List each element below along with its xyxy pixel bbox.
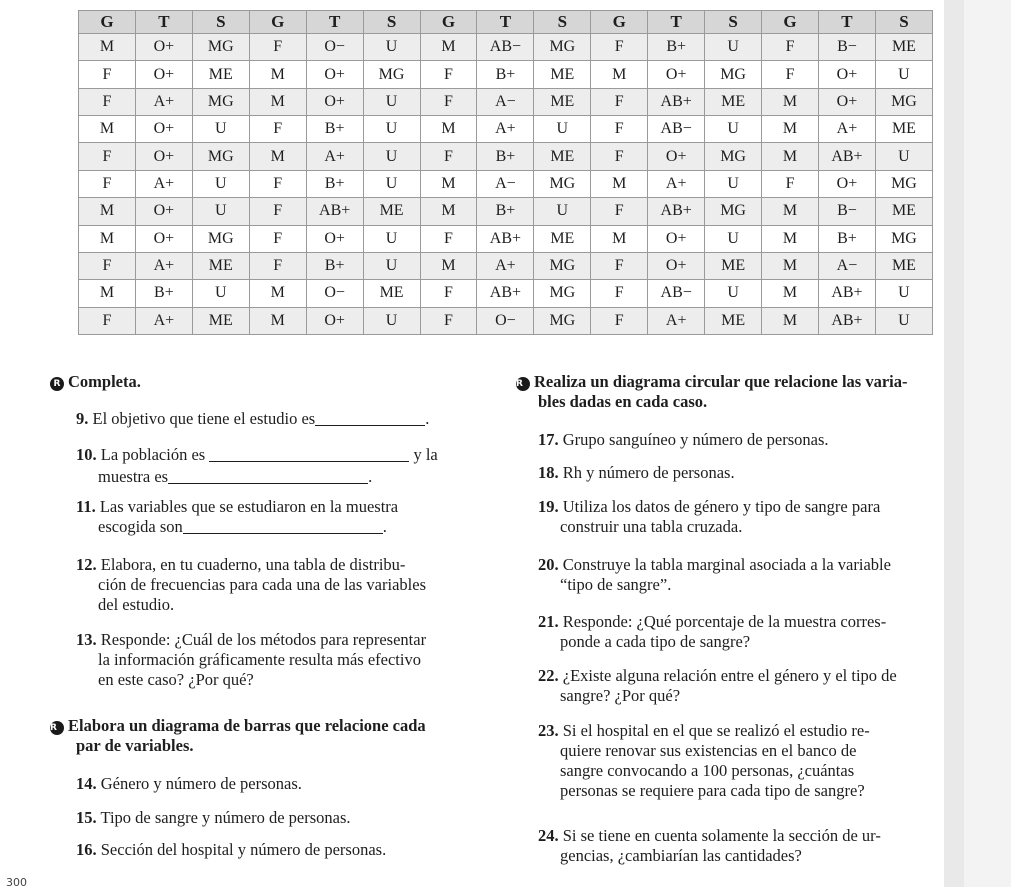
table-cell: AB+ — [306, 198, 363, 225]
table-header-row — [79, 11, 933, 34]
table-cell: M — [79, 198, 136, 225]
table-cell: ME — [875, 252, 932, 279]
table-cell: M — [762, 143, 819, 170]
table-cell: F — [249, 34, 306, 61]
table-cell: U — [875, 143, 932, 170]
section-title: par de variables. — [76, 736, 194, 755]
table-cell: O+ — [648, 252, 705, 279]
question-number: 11. — [76, 497, 96, 516]
table-cell: A+ — [477, 116, 534, 143]
table-cell: B+ — [477, 198, 534, 225]
table-cell: B+ — [306, 252, 363, 279]
table-cell: U — [705, 116, 762, 143]
section-completa — [50, 372, 470, 392]
question-text: escogida son — [98, 517, 183, 536]
table-cell: A+ — [477, 252, 534, 279]
table-cell: B+ — [818, 225, 875, 252]
answer-blank[interactable] — [209, 447, 409, 462]
column-header: S — [705, 11, 762, 34]
question-text: quiere renovar sus existencias en el banco de — [560, 741, 857, 760]
table-cell: MG — [534, 34, 591, 61]
table-cell: M — [79, 116, 136, 143]
question-text: personas se requiere para cada tipo de sangre? — [560, 781, 865, 800]
table-cell: ME — [192, 61, 249, 88]
table-cell: F — [420, 225, 477, 252]
table-cell: F — [762, 170, 819, 197]
table-cell: F — [762, 61, 819, 88]
table-cell: AB− — [648, 280, 705, 307]
table-cell: M — [249, 143, 306, 170]
question-text: muestra es — [98, 467, 169, 486]
table-cell: MG — [192, 34, 249, 61]
table-cell: O+ — [306, 307, 363, 334]
table-cell: AB+ — [818, 143, 875, 170]
question-text: y la — [413, 445, 438, 464]
table-cell: A+ — [135, 307, 192, 334]
table-cell: M — [79, 34, 136, 61]
question-text: Tipo de sangre y número de personas. — [100, 808, 351, 827]
table-cell: F — [591, 34, 648, 61]
table-cell: O+ — [648, 61, 705, 88]
question-12 — [76, 555, 476, 615]
table-cell: MG — [192, 88, 249, 115]
table-cell: U — [705, 225, 762, 252]
table-row — [79, 116, 933, 143]
table-cell: MG — [705, 61, 762, 88]
table-cell: F — [249, 252, 306, 279]
question-text: Género y número de personas. — [100, 774, 302, 793]
table-cell: M — [249, 307, 306, 334]
table-cell: ME — [363, 198, 420, 225]
table-cell: AB+ — [648, 198, 705, 225]
table-cell: M — [762, 280, 819, 307]
section-title: bles dadas en cada caso. — [538, 392, 708, 411]
table-cell: M — [591, 170, 648, 197]
table-cell: M — [79, 225, 136, 252]
table-cell: O+ — [135, 116, 192, 143]
column-header: G — [79, 11, 136, 34]
table-cell: MG — [192, 225, 249, 252]
question-18 — [538, 463, 938, 483]
table-row — [79, 252, 933, 279]
table-cell: B+ — [306, 116, 363, 143]
question-number: 12. — [76, 555, 97, 574]
question-23 — [538, 721, 938, 801]
table-cell: MG — [875, 170, 932, 197]
table-cell: A+ — [818, 116, 875, 143]
table-row — [79, 280, 933, 307]
table-row — [79, 225, 933, 252]
table-cell: M — [762, 198, 819, 225]
table-cell: O+ — [135, 143, 192, 170]
table-row — [79, 88, 933, 115]
table-cell: F — [591, 116, 648, 143]
table-cell: F — [420, 61, 477, 88]
table-cell: ME — [534, 61, 591, 88]
question-20 — [538, 555, 938, 595]
table-cell: MG — [534, 280, 591, 307]
question-number: 24. — [538, 826, 559, 845]
activity-badge: R — [516, 377, 530, 391]
table-cell: ME — [705, 88, 762, 115]
table-cell: M — [762, 252, 819, 279]
table-cell: F — [79, 170, 136, 197]
table-cell: U — [363, 34, 420, 61]
column-header: G — [420, 11, 477, 34]
table-cell: M — [420, 252, 477, 279]
question-number: 21. — [538, 612, 559, 631]
question-13 — [76, 630, 476, 690]
question-number: 15. — [76, 808, 97, 827]
table-cell: F — [591, 280, 648, 307]
table-cell: A+ — [648, 170, 705, 197]
table-cell: U — [363, 307, 420, 334]
table-cell: AB+ — [818, 280, 875, 307]
question-14 — [76, 774, 476, 794]
question-text: ponde a cada tipo de sangre? — [560, 632, 751, 651]
table-cell: U — [705, 170, 762, 197]
table-cell: MG — [534, 252, 591, 279]
table-cell: M — [249, 280, 306, 307]
table-cell: O− — [477, 307, 534, 334]
table-cell: ME — [363, 280, 420, 307]
question-17 — [538, 430, 938, 450]
question-text: Construye la tabla marginal asociada a la variable — [562, 555, 891, 574]
question-number: 16. — [76, 840, 97, 859]
section-title: Completa. — [68, 372, 141, 391]
table-cell: F — [591, 252, 648, 279]
question-text: Sección del hospital y número de personas. — [100, 840, 387, 859]
table-cell: A− — [477, 88, 534, 115]
section-barras — [50, 716, 480, 756]
question-10: 10. La población es y la muestra es . — [76, 445, 438, 486]
table-cell: M — [762, 225, 819, 252]
table-cell: M — [420, 170, 477, 197]
table-cell: U — [192, 280, 249, 307]
table-cell: F — [420, 88, 477, 115]
column-header: T — [818, 11, 875, 34]
table-cell: O+ — [135, 34, 192, 61]
table-cell: MG — [705, 198, 762, 225]
question-text: Responde: ¿Qué porcentaje de la muestra corres- — [562, 612, 887, 631]
blood-data-table — [78, 10, 933, 335]
table-cell: MG — [192, 143, 249, 170]
question-text: La población es — [100, 445, 206, 464]
column-header: S — [875, 11, 932, 34]
table-cell: ME — [534, 88, 591, 115]
table-cell: M — [762, 307, 819, 334]
column-header: G — [249, 11, 306, 34]
page-edge-highlight — [964, 0, 1011, 887]
answer-blank[interactable] — [315, 411, 425, 426]
table-cell: F — [420, 307, 477, 334]
table-cell: O+ — [648, 143, 705, 170]
activity-badge: R — [50, 377, 64, 391]
table-cell: O+ — [135, 198, 192, 225]
table-cell: ME — [875, 116, 932, 143]
column-header: T — [306, 11, 363, 34]
table-cell: U — [363, 225, 420, 252]
table-cell: U — [192, 170, 249, 197]
table-cell: F — [249, 170, 306, 197]
question-text: Grupo sanguíneo y número de personas. — [562, 430, 829, 449]
table-cell: A+ — [135, 170, 192, 197]
answer-blank[interactable] — [168, 469, 368, 484]
table-cell: F — [79, 252, 136, 279]
table-row — [79, 307, 933, 334]
question-number: 14. — [76, 774, 97, 793]
table-cell: M — [420, 116, 477, 143]
table-cell: B− — [818, 198, 875, 225]
question-number: 18. — [538, 463, 559, 482]
question-text: ¿Existe alguna relación entre el género y el tipo de — [562, 666, 897, 685]
table-cell: M — [249, 88, 306, 115]
question-text: sangre? ¿Por qué? — [560, 686, 681, 705]
table-cell: AB+ — [648, 88, 705, 115]
question-text: Las variables que se estudiaron en la muestra — [99, 497, 399, 516]
table-cell: ME — [192, 252, 249, 279]
question-24 — [538, 826, 938, 866]
table-cell: A− — [818, 252, 875, 279]
table-cell: F — [79, 61, 136, 88]
table-cell: AB− — [477, 34, 534, 61]
question-number: 19. — [538, 497, 559, 516]
question-text: Si se tiene en cuenta solamente la sección de ur- — [562, 826, 881, 845]
table-cell: F — [79, 307, 136, 334]
table-cell: U — [363, 252, 420, 279]
column-header: T — [477, 11, 534, 34]
question-text: construir una tabla cruzada. — [560, 517, 743, 536]
table-cell: A+ — [135, 88, 192, 115]
table-cell: O+ — [818, 88, 875, 115]
question-text: “tipo de sangre”. — [560, 575, 672, 594]
table-cell: F — [249, 225, 306, 252]
question-text: gencias, ¿cambiarían las cantidades? — [560, 846, 802, 865]
table-cell: F — [79, 143, 136, 170]
table-cell: O+ — [135, 225, 192, 252]
table-row — [79, 34, 933, 61]
question-number: 10. — [76, 445, 97, 464]
table-cell: A− — [477, 170, 534, 197]
question-text: Rh y número de personas. — [562, 463, 735, 482]
table-cell: ME — [875, 198, 932, 225]
table-cell: MG — [875, 225, 932, 252]
page-number: 300 — [6, 876, 27, 889]
table-cell: U — [363, 143, 420, 170]
table-cell: U — [534, 198, 591, 225]
question-16 — [76, 840, 476, 860]
column-header: G — [591, 11, 648, 34]
question-text: sangre convocando a 100 personas, ¿cuántas — [560, 761, 855, 780]
table-cell: AB+ — [818, 307, 875, 334]
table-cell: MG — [705, 143, 762, 170]
table-cell: M — [591, 225, 648, 252]
table-cell: ME — [705, 252, 762, 279]
table-cell: F — [249, 198, 306, 225]
table-cell: A+ — [306, 143, 363, 170]
table-cell: MG — [363, 61, 420, 88]
table-cell: U — [363, 88, 420, 115]
question-text: Elabora, en tu cuaderno, una tabla de distribu- — [100, 555, 406, 574]
table-cell: U — [192, 116, 249, 143]
table-cell: O+ — [648, 225, 705, 252]
table-cell: AB+ — [477, 225, 534, 252]
table-cell: ME — [534, 143, 591, 170]
table-cell: B− — [818, 34, 875, 61]
table-cell: ME — [534, 225, 591, 252]
table-cell: ME — [875, 34, 932, 61]
table-cell: U — [192, 198, 249, 225]
table-cell: F — [420, 280, 477, 307]
table-row — [79, 198, 933, 225]
table-cell: O− — [306, 280, 363, 307]
question-15 — [76, 808, 476, 828]
question-text: Responde: ¿Cuál de los métodos para representar — [100, 630, 427, 649]
question-number: 22. — [538, 666, 559, 685]
table-cell: M — [420, 198, 477, 225]
table-cell: ME — [705, 307, 762, 334]
question-number: 13. — [76, 630, 97, 649]
table-cell: O+ — [818, 61, 875, 88]
table-cell: M — [591, 61, 648, 88]
question-text: Si el hospital en el que se realizó el estudio re- — [562, 721, 870, 740]
table-row — [79, 61, 933, 88]
question-text: El objetivo que tiene el estudio es — [92, 409, 316, 428]
table-cell: F — [591, 143, 648, 170]
table-cell: U — [875, 280, 932, 307]
question-11: 11. Las variables que se estudiaron en la muestra escogida son . — [76, 497, 399, 536]
table-cell: U — [534, 116, 591, 143]
table-cell: U — [705, 280, 762, 307]
table-cell: O+ — [306, 225, 363, 252]
table-cell: ME — [192, 307, 249, 334]
table-cell: M — [762, 88, 819, 115]
table-cell: M — [249, 61, 306, 88]
table-cell: MG — [534, 170, 591, 197]
table-cell: M — [79, 280, 136, 307]
table-cell: B+ — [306, 170, 363, 197]
table-row — [79, 170, 933, 197]
activity-badge: R — [50, 721, 64, 735]
table-cell: AB+ — [477, 280, 534, 307]
question-21 — [538, 612, 938, 652]
table-cell: B+ — [648, 34, 705, 61]
column-header: T — [648, 11, 705, 34]
question-text: del estudio. — [98, 595, 175, 614]
table-cell: M — [420, 34, 477, 61]
answer-blank[interactable] — [183, 519, 383, 534]
question-number: 23. — [538, 721, 559, 740]
table-row — [79, 143, 933, 170]
table-cell: F — [249, 116, 306, 143]
table-cell: M — [762, 116, 819, 143]
question-9: 9. El objetivo que tiene el estudio es . — [76, 409, 430, 428]
table-cell: O− — [306, 34, 363, 61]
table-cell: A+ — [135, 252, 192, 279]
table-cell: U — [363, 170, 420, 197]
table-cell: F — [762, 34, 819, 61]
table-cell: MG — [534, 307, 591, 334]
table-cell: B+ — [477, 61, 534, 88]
table-cell: B+ — [477, 143, 534, 170]
question-number: 17. — [538, 430, 559, 449]
question-text: la información gráficamente resulta más efectivo — [98, 650, 421, 669]
question-number: 20. — [538, 555, 559, 574]
column-header: S — [534, 11, 591, 34]
table-cell: F — [420, 143, 477, 170]
table-cell: O+ — [135, 61, 192, 88]
section-circular — [516, 372, 938, 412]
table-cell: F — [79, 88, 136, 115]
table-cell: U — [705, 34, 762, 61]
table-cell: O+ — [818, 170, 875, 197]
column-header: G — [762, 11, 819, 34]
table-cell: U — [875, 307, 932, 334]
column-header: T — [135, 11, 192, 34]
table-cell: F — [591, 88, 648, 115]
table-cell: A+ — [648, 307, 705, 334]
table-cell: U — [875, 61, 932, 88]
table-cell: O+ — [306, 61, 363, 88]
table-cell: B+ — [135, 280, 192, 307]
question-text: en este caso? ¿Por qué? — [98, 670, 254, 689]
section-title: Elabora un diagrama de barras que relacione cada — [68, 716, 426, 735]
question-19 — [538, 497, 938, 537]
question-22 — [538, 666, 938, 706]
table-cell: AB− — [648, 116, 705, 143]
question-number: 9. — [76, 409, 89, 428]
section-title: Realiza un diagrama circular que relacione las varia- — [534, 372, 908, 391]
question-text: ción de frecuencias para cada una de las variables — [98, 575, 426, 594]
question-text: Utiliza los datos de género y tipo de sangre para — [562, 497, 881, 516]
table-cell: U — [363, 116, 420, 143]
table-cell: F — [591, 198, 648, 225]
table-cell: MG — [875, 88, 932, 115]
table-cell: O+ — [306, 88, 363, 115]
column-header: S — [192, 11, 249, 34]
column-header: S — [363, 11, 420, 34]
table-cell: F — [591, 307, 648, 334]
